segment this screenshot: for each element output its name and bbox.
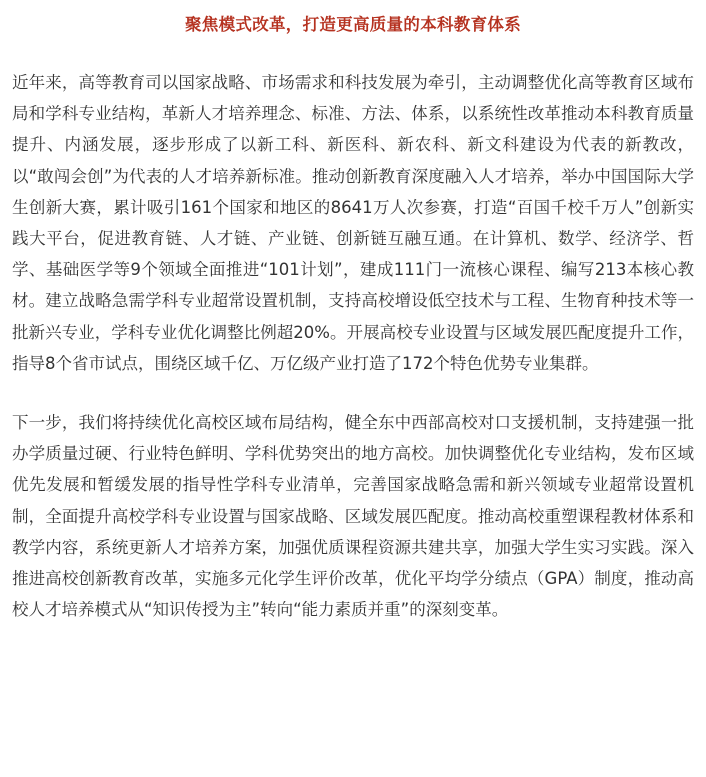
article-paragraph-1: 近年来，高等教育司以国家战略、市场需求和科技发展为牵引，主动调整优化高等教育区域布局和学科专业结构，革新人才培养理念、标准、方法、体系，以系统性改革推动本科教育质量提升、内涵发展，逐步形成了以新工科、新医科、新农科、新文科建设为代表的新教改，以“敢闯会创”为代表的人才培养新标准。推动创新教育深度融入人才培养，举办中国国际大学生创新大赛，累计吸引161个国家和地区的8641万人次参赛，打造“百国千校千万人”创新实践大平台，促进教育链、人才链、产业链、创新链互融互通。在计算机、数学、经济学、哲学、基础医学等9个领域全面推进“101计划”，建成111门一流核心课程、编写213本核心教材。建立战略急需学科专业超常设置机制，支持高校增设低空技术与工程、生物育种技术等一批新兴专业，学科专业优化调整比例超20%。开展高校专业设置与区域发展匹配度提升工作，指导8个省市试点，围绕区域千亿、万亿级产业打造了172个特色优势专业集群。: [12, 73, 694, 373]
article-title: 聚焦模式改革，打造更高质量的本科教育体系: [185, 15, 521, 34]
article-paragraph-2: 下一步，我们将持续优化高校区域布局结构，健全东中西部高校对口支援机制，支持建强一批办学质量过硬、行业特色鲜明、学科优势突出的地方高校。加快调整优化专业结构，发布区域优先发展和暂缓发展的指导性学科专业清单，完善国家战略急需和新兴领域专业超常设置机制，全面提升高校学科专业设置与国家战略、区域发展匹配度。推动高校重塑课程教材体系和教学内容，系统更新人才培养方案，加强优质课程资源共建共享，加强大学生实习实践。深入推进高校创新教育改革，实施多元化学生评价改革，优化平均学分绩点（GPA）制度，推动高校人才培养模式从“知识传授为主”转向“能力素质并重”的深刻变革。: [12, 413, 694, 620]
